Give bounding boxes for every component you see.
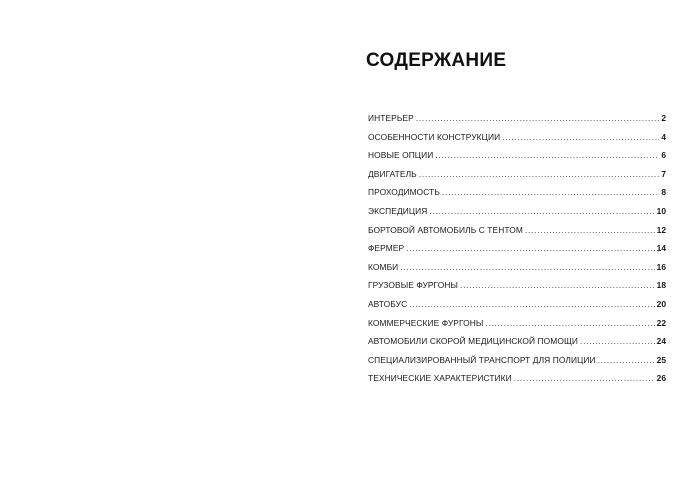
toc-entry[interactable] xyxy=(368,239,666,258)
toc-entry-page: 16 xyxy=(656,261,666,272)
toc-entry-label: ТЕХНИЧЕСКИЕ ХАРАКТЕРИСТИКИ xyxy=(368,373,512,384)
page-title: СОДЕРЖАНИЕ xyxy=(366,50,507,71)
toc-entry-page: 4 xyxy=(661,131,666,142)
toc-dot-leader xyxy=(435,146,659,165)
toc-dot-leader xyxy=(409,295,654,314)
toc-entry-label: АВТОБУС xyxy=(368,298,408,309)
toc-dot-leader xyxy=(400,258,654,277)
toc-entry[interactable] xyxy=(368,314,666,333)
toc-entry-label: ИНТЕРЬЕР xyxy=(368,113,414,123)
toc-dot-leader xyxy=(525,221,655,240)
toc-entry-page: 24 xyxy=(656,336,666,347)
toc-entry-page: 8 xyxy=(661,187,666,198)
toc-entry-label: БОРТОВОЙ АВТОМОБИЛЬ С ТЕНТОМ xyxy=(368,224,523,235)
toc-entry[interactable] xyxy=(368,183,666,202)
toc-entry-page: 20 xyxy=(656,298,666,309)
toc-dot-leader xyxy=(460,276,655,295)
toc-entry[interactable] xyxy=(368,369,666,388)
toc-dot-leader xyxy=(416,109,660,128)
toc-entry[interactable] xyxy=(368,332,666,351)
toc-dot-leader xyxy=(514,369,655,388)
toc-entry[interactable] xyxy=(368,295,666,314)
toc-entry-label: ПРОХОДИМОСТЬ xyxy=(368,187,440,198)
toc-entry-label: НОВЫЕ ОПЦИИ xyxy=(368,150,434,161)
toc-entry[interactable] xyxy=(368,128,666,147)
toc-entry-label: ЭКСПЕДИЦИЯ xyxy=(368,205,428,216)
toc-dot-leader xyxy=(502,128,659,147)
toc-entry[interactable] xyxy=(368,109,666,128)
toc-entry[interactable] xyxy=(368,351,666,370)
toc-dot-leader xyxy=(406,239,654,258)
toc-dot-leader xyxy=(429,202,654,221)
toc-dot-leader xyxy=(598,351,655,370)
toc-entry-label: КОМБИ xyxy=(368,261,399,272)
toc-entry-page: 10 xyxy=(656,205,666,216)
toc-entry[interactable] xyxy=(368,202,666,221)
toc-entry-label: ГРУЗОВЫЕ ФУРГОНЫ xyxy=(368,280,459,291)
toc-entry-page: 12 xyxy=(656,224,666,235)
toc-entry-page: 14 xyxy=(656,243,666,254)
toc-entry-page: 2 xyxy=(661,113,666,123)
toc-entry[interactable] xyxy=(368,258,666,277)
toc-entry[interactable] xyxy=(368,165,666,184)
toc-entry-page: 22 xyxy=(656,317,666,328)
toc-entry-label: ФЕРМЕР xyxy=(368,243,405,254)
toc-dot-leader xyxy=(419,165,660,184)
toc-dot-leader xyxy=(442,183,659,202)
toc-entry-label: СПЕЦИАЛИЗИРОВАННЫЙ ТРАНСПОРТ ДЛЯ ПОЛИЦИИ xyxy=(368,354,596,365)
table-of-contents xyxy=(368,109,666,388)
toc-entry-label: ДВИГАТЕЛЬ xyxy=(368,168,417,179)
toc-entry-page: 18 xyxy=(656,280,666,291)
toc-entry-label: ОСОБЕННОСТИ КОНСТРУКЦИИ xyxy=(368,131,501,142)
toc-dot-leader xyxy=(580,332,655,351)
toc-entry-page: 6 xyxy=(661,150,666,161)
toc-entry-page: 26 xyxy=(656,373,666,384)
toc-entry-label: АВТОМОБИЛИ СКОРОЙ МЕДИЦИНСКОЙ ПОМОЩИ xyxy=(368,336,579,347)
toc-entry[interactable] xyxy=(368,276,666,295)
toc-entry-page: 7 xyxy=(661,168,666,179)
toc-dot-leader xyxy=(485,314,654,333)
toc-entry-page: 25 xyxy=(656,354,666,365)
toc-entry[interactable] xyxy=(368,221,666,240)
toc-entry-label: КОММЕРЧЕСКИЕ ФУРГОНЫ xyxy=(368,317,484,328)
toc-entry[interactable] xyxy=(368,146,666,165)
